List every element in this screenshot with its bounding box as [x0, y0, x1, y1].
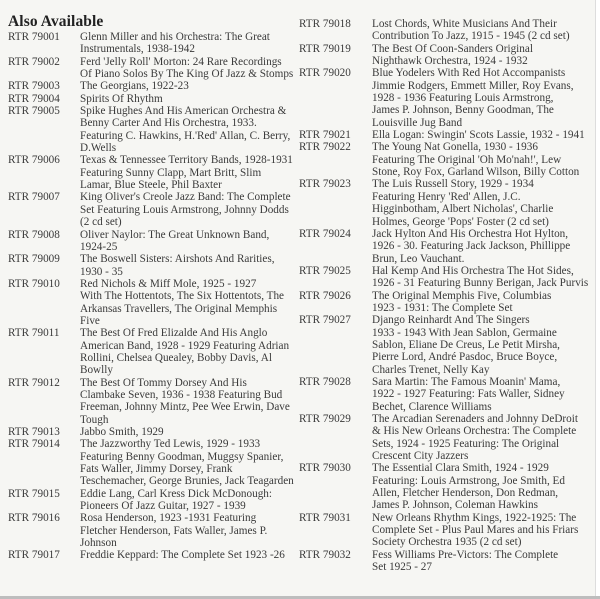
description-line: Featuring The Original 'Oh Mo'nah!', Lew: [372, 153, 562, 166]
catalog-entry: [299, 178, 589, 227]
description-line: Ferd 'Jelly Roll' Morton: 24 Rare Recordings: [80, 55, 282, 68]
description-line: King Oliver's Creole Jazz Band: The Complete: [80, 191, 291, 204]
description-line: 1926 - 30. Featuring Jack Jackson, Phillippe: [372, 240, 571, 253]
description-line: Nighthawk Orchestra, 1924 - 1932: [372, 55, 528, 68]
catalog-number: RTR 79026: [299, 289, 351, 302]
section-heading: Also Available: [8, 13, 104, 30]
description-line: The Jazzworthy Ted Lewis, 1929 - 1933: [80, 438, 261, 451]
album-description: [372, 129, 585, 141]
catalog-number: RTR 79006: [8, 154, 60, 167]
catalog-number: RTR 79022: [299, 141, 351, 154]
description-line: The Best Of Fred Elizalde And His Anglo: [80, 327, 268, 340]
album-description: [80, 438, 294, 487]
description-line: Stone, Roy Fox, Garland Wilson, Billy Cotton: [372, 166, 580, 179]
catalog-entry: [299, 129, 589, 141]
album-description: [372, 67, 574, 129]
description-line: Featuring Benny Goodman, Muggsy Spanier,: [80, 450, 284, 463]
description-line: The Best Of Tommy Dorsey And His: [80, 376, 247, 389]
catalog-entry: [8, 426, 293, 438]
description-line: Rosa Henderson, 1923 -1931 Featuring: [80, 512, 257, 525]
description-line: New Orleans Rhythm Kings, 1922-1925: The: [372, 511, 577, 524]
catalog-number: RTR 79020: [299, 67, 351, 80]
album-description: [372, 141, 579, 178]
catalog-entry: [8, 512, 293, 549]
description-line: 1924-25: [80, 240, 118, 253]
album-description: [372, 178, 553, 227]
catalog-entry: [299, 413, 589, 462]
description-line: Set Featuring Louis Armstrong, Johnny Dodds: [80, 203, 289, 216]
catalog-entry: [8, 377, 293, 426]
catalog-entry: [299, 265, 589, 290]
catalog-number: RTR 79021: [299, 129, 351, 142]
description-line: Holmes, George 'Pops' Foster (2 cd set): [372, 215, 549, 228]
catalog-number: RTR 79004: [8, 92, 60, 105]
description-line: Featuring Henry 'Red' Allen, J.C.: [372, 190, 521, 203]
description-line: Of Piano Solos By The King Of Jazz & Stomps: [80, 68, 294, 81]
album-description: [80, 426, 164, 438]
description-line: 1926 - 31 Featuring Bunny Berigan, Jack Purvis: [372, 277, 589, 290]
description-line: The Georgians, 1922-23: [80, 80, 189, 93]
description-line: & His New Orleans Orchestra: The Complete: [372, 425, 577, 438]
description-line: 1930 - 35: [80, 265, 123, 278]
description-line: James P. Johnson, Coleman Hawkins: [372, 499, 538, 512]
description-line: Society Orchestra 1935 (2 cd set): [372, 536, 522, 549]
catalog-entry: [8, 191, 293, 228]
catalog-number: RTR 79005: [8, 105, 60, 118]
album-description: [80, 56, 293, 81]
description-line: 1933 - 1943 With Jean Sablon, Germaine: [372, 326, 557, 339]
album-description: [80, 278, 284, 327]
description-line: James P. Johnson, Benny Goodman, The: [372, 104, 554, 117]
catalog-entry: [299, 314, 589, 376]
description-line: Teschemacher, George Brunies, Jack Teagarden: [80, 475, 294, 488]
page-edge: [595, 0, 600, 599]
album-description: [372, 549, 558, 574]
description-line: The Young Nat Gonella, 1930 - 1936: [372, 141, 538, 154]
catalog-number: RTR 79032: [299, 548, 351, 561]
catalog-number: RTR 79030: [299, 462, 351, 475]
catalog-entry: [299, 290, 589, 315]
description-line: Clambake Seven, 1936 - 1938 Featuring Bud: [80, 388, 283, 401]
catalog-entry: [299, 549, 589, 574]
description-line: Instrumentals, 1938-1942: [80, 43, 195, 56]
catalog-number: RTR 79012: [8, 376, 60, 389]
album-description: [372, 228, 570, 265]
album-description: [372, 18, 570, 43]
description-line: D.Wells: [80, 142, 117, 155]
catalog-entry: [8, 80, 293, 92]
album-description: [372, 413, 578, 462]
catalog-entry: [299, 376, 589, 413]
description-line: Sablon, Eliane De Creus, Le Petit Mirsha,: [372, 338, 560, 351]
catalog-number: RTR 79031: [299, 511, 351, 524]
catalog-number: RTR 79002: [8, 55, 60, 68]
description-line: Red Nichols & Miff Mole, 1925 - 1927: [80, 277, 257, 290]
catalog-entry: [8, 488, 293, 513]
catalog-entry: [8, 327, 293, 376]
catalog-number: RTR 79003: [8, 80, 60, 93]
album-description: [80, 80, 189, 92]
album-description: [372, 290, 551, 315]
description-line: Jabbo Smith, 1929: [80, 426, 164, 438]
description-line: Bowlly: [80, 364, 113, 377]
description-line: Benny Carter And His Orchestra, 1933.: [80, 117, 257, 130]
description-line: The Arcadian Serenaders and Johnny DeDroit: [372, 413, 578, 425]
catalog-number: RTR 79017: [8, 549, 60, 562]
description-line: Hal Kemp And His Orchestra The Hot Sides,: [372, 264, 574, 277]
album-description: [80, 377, 290, 426]
catalog-number: RTR 79018: [299, 18, 351, 30]
description-line: Eddie Lang, Carl Kress Dick McDonough:: [80, 487, 273, 500]
album-description: [80, 154, 293, 191]
description-line: Oliver Naylor: The Great Unknown Band,: [80, 228, 270, 241]
description-line: Pioneers Of Jazz Guitar, 1927 - 1939: [80, 500, 246, 513]
album-description: [80, 93, 163, 105]
catalog-number: RTR 79025: [299, 264, 351, 277]
album-description: [372, 512, 578, 549]
catalog-entry: [299, 141, 589, 178]
description-line: Arkansas Travellers, The Original Memphis: [80, 302, 278, 315]
catalog-entry: [299, 462, 589, 511]
album-description: [372, 314, 560, 376]
catalog-number: RTR 79023: [299, 178, 351, 191]
description-line: Fletcher Henderson, Fats Waller, James P.: [80, 524, 268, 537]
catalog-entry: [8, 31, 293, 56]
description-line: Bechet, Clarence Williams: [372, 400, 492, 413]
description-line: Charles Trenet, Nelly Kay: [372, 363, 490, 376]
catalog-number: RTR 79019: [299, 42, 351, 55]
catalog-number: RTR 79010: [8, 277, 60, 290]
catalog-entry: [8, 229, 293, 254]
description-line: Complete Set - Plus Paul Mares and his Friars: [372, 524, 579, 537]
description-line: Set 1925 - 27: [372, 561, 432, 574]
description-line: The Original Memphis Five, Columbias: [372, 289, 552, 302]
catalog-entry: [299, 228, 589, 265]
catalog-number: RTR 79011: [8, 327, 60, 340]
album-description: [372, 462, 565, 511]
description-line: Pierre Lord, André Pasdoc, Bruce Boyce,: [372, 351, 558, 364]
catalog-entry: [299, 18, 589, 43]
catalog-entry: [299, 512, 589, 549]
album-description: [80, 191, 291, 228]
catalog-entry: [8, 105, 293, 154]
catalog-column-left: [8, 31, 293, 562]
catalog-entry: [8, 154, 293, 191]
description-line: The Luis Russell Story, 1929 - 1934: [372, 178, 534, 191]
description-line: Texas & Tennessee Territory Bands, 1928-1931: [80, 154, 293, 167]
description-line: Glenn Miller and his Orchestra: The Great: [80, 31, 270, 43]
catalog-number: RTR 79014: [8, 438, 60, 451]
description-line: American Band, 1928 - 1929 Featuring Adrian: [80, 339, 290, 352]
description-line: Crescent City Jazzers: [372, 450, 469, 463]
catalog-number: RTR 79001: [8, 31, 60, 43]
description-line: (2 cd set): [80, 216, 122, 229]
description-line: Fats Waller, Jimmy Dorsey, Frank: [80, 463, 233, 476]
description-line: Jack Hylton And His Orchestra Hot Hylton,: [372, 227, 569, 240]
description-line: Lamar, Blue Steele, Phil Baxter: [80, 179, 222, 192]
album-description: [372, 265, 588, 290]
description-line: Blue Yodelers With Red Hot Accompanists: [372, 67, 566, 80]
description-line: Jimmie Rodgers, Emmett Miller, Roy Evans,: [372, 79, 574, 92]
album-description: [372, 376, 565, 413]
description-line: Featuring Sunny Clapp, Mart Britt, Slim: [80, 166, 262, 179]
description-line: The Boswell Sisters: Airshots And Rarities,: [80, 253, 275, 266]
album-description: [80, 488, 272, 513]
catalog-number: RTR 79027: [299, 314, 351, 327]
description-line: With The Hottentots, The Six Hottentots, The: [80, 290, 285, 303]
album-description: [80, 105, 290, 154]
album-description: [372, 43, 533, 68]
description-line: 1922 - 1927 Featuring: Fats Waller, Sidney: [372, 388, 565, 401]
description-line: Featuring C. Hawkins, H.'Red' Allan, C. Berry,: [80, 129, 291, 142]
catalog-entry: [8, 253, 293, 278]
catalog-number: RTR 79008: [8, 228, 60, 241]
album-description: [80, 549, 285, 561]
description-line: 1928 - 1936 Featuring Louis Armstrong,: [372, 92, 554, 105]
description-line: Higginbotham, Albert Nicholas', Charlie: [372, 203, 554, 216]
description-line: Contribution To Jazz, 1915 - 1945 (2 cd set): [372, 30, 570, 43]
catalog-entry: [299, 67, 589, 129]
description-line: Rollini, Chelsea Quealey, Bobby Davis, Al: [80, 351, 272, 364]
catalog-entry: [8, 56, 293, 81]
album-description: [80, 253, 275, 278]
description-line: Lost Chords, White Musicians And Their: [372, 18, 557, 30]
description-line: Django Reinhardt And The Singers: [372, 314, 530, 327]
description-line: Johnson: [80, 537, 117, 550]
description-line: Spike Hughes And His American Orchestra &: [80, 105, 287, 118]
album-description: [80, 512, 267, 549]
description-line: 1923 - 1931: The Complete Set: [372, 301, 513, 314]
description-line: Brun, Leo Vauchant.: [372, 252, 465, 265]
catalog-number: RTR 79013: [8, 426, 60, 438]
album-description: [80, 31, 270, 56]
catalog-number: RTR 79009: [8, 253, 60, 266]
catalog-number: RTR 79015: [8, 487, 60, 500]
catalog-number: RTR 79024: [299, 227, 351, 240]
description-line: Ella Logan: Swingin' Scots Lassie, 1932 - 1941: [372, 129, 585, 142]
description-line: Sets, 1924 - 1925 Featuring: The Original: [372, 437, 560, 450]
album-description: [80, 327, 289, 376]
catalog-number: RTR 79016: [8, 512, 60, 525]
album-description: [80, 229, 269, 254]
catalog-column-right: [299, 18, 589, 573]
description-line: Fess Williams Pre-Victors: The Complete: [372, 548, 559, 561]
description-line: The Essential Clara Smith, 1924 - 1929: [372, 462, 549, 475]
catalog-entry: [8, 93, 293, 105]
description-line: Freddie Keppard: The Complete Set 1923 -26: [80, 549, 285, 562]
description-line: Spirits Of Rhythm: [80, 92, 163, 105]
description-line: Five: [80, 314, 100, 327]
description-line: Allen, Fletcher Henderson, Don Redman,: [372, 487, 559, 500]
description-line: Freeman, Johnny Mintz, Pee Wee Erwin, Dave: [80, 401, 290, 414]
catalog-number: RTR 79029: [299, 413, 351, 425]
catalog-entry: [8, 278, 293, 327]
description-line: Featuring: Louis Armstrong, Joe Smith, Ed: [372, 474, 565, 487]
description-line: Sara Martin: The Famous Moanin' Mama,: [372, 375, 561, 388]
catalog-number: RTR 79028: [299, 375, 351, 388]
catalog-number: RTR 79007: [8, 191, 60, 204]
catalog-entry: [8, 549, 293, 561]
description-line: Louisville Jug Band: [372, 116, 463, 129]
description-line: Tough: [80, 413, 109, 426]
catalog-entry: [299, 43, 589, 68]
description-line: The Best Of Coon-Sanders Original: [372, 42, 533, 55]
catalog-entry: [8, 438, 293, 487]
